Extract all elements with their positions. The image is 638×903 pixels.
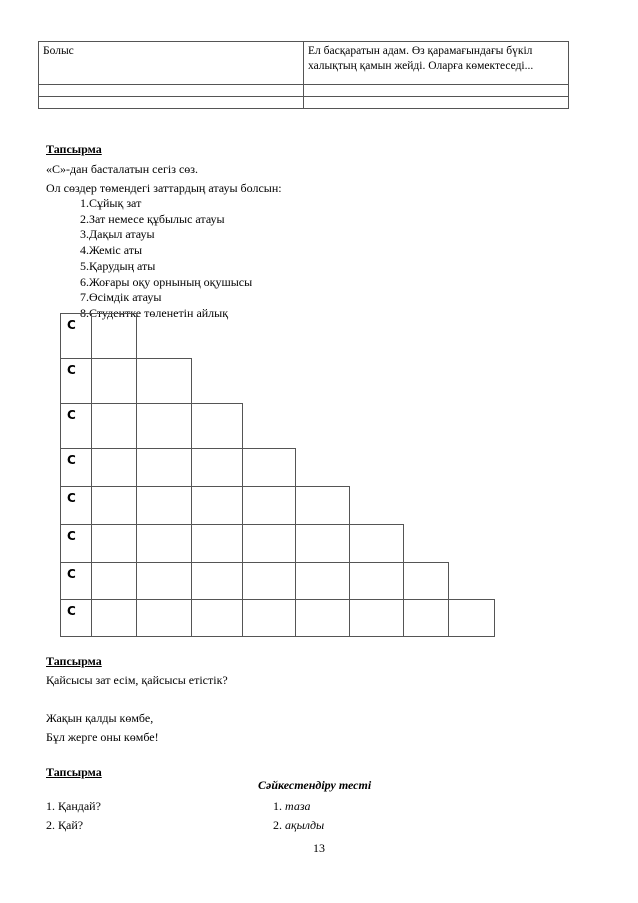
list-item: 1.Сұйық зат: [80, 196, 142, 210]
grid-cell: [242, 486, 296, 525]
task1-instruction: Ол сөздер төмендегі заттардың атауы болсын:: [46, 181, 282, 195]
poem-line-1: Жақын қалды көмбе,: [46, 711, 154, 725]
answer-word: таза: [285, 799, 311, 813]
answer-2: [273, 817, 324, 833]
grid-cell: [191, 486, 243, 525]
grid-start-cell: С: [60, 562, 92, 600]
definition-cell: Ел басқаратын адам. Өз қарамағындағы бүкіл халықтың қамын жейді. Оларға көмектеседі...: [304, 42, 569, 85]
grid-cell: [403, 599, 449, 637]
answer-number: 1.: [273, 799, 282, 813]
grid-start-cell: С: [60, 448, 92, 487]
grid-cell: [242, 599, 296, 637]
list-item: 5.Қарудың аты: [80, 258, 156, 273]
grid-start-cell: С: [60, 403, 92, 449]
grid-cell: [448, 599, 495, 637]
grid-cell: [91, 403, 137, 449]
grid-start-cell: С: [60, 358, 92, 404]
grid-cell: [295, 562, 350, 600]
matching-test-title: Сәйкестендіру тесті: [258, 778, 372, 792]
question-1: 1. Қандай?: [46, 799, 101, 813]
task3-heading: Тапсырма: [46, 765, 102, 779]
list-item: 6.Жоғары оқу орнының оқушысы: [80, 274, 253, 289]
list-item: 3.Дақыл атауы: [80, 227, 155, 242]
grid-start-cell: С: [60, 599, 92, 637]
task1-intro: «С»-дан басталатын сегіз сөз.: [46, 162, 199, 176]
grid-cell: [191, 403, 243, 449]
task2-heading: Тапсырма: [46, 654, 102, 668]
grid-cell: [91, 358, 137, 404]
list-item: 4.Жеміс аты: [80, 243, 143, 258]
grid-start-cell: С: [60, 313, 92, 359]
grid-start-cell: С: [60, 524, 92, 563]
grid-cell: [191, 599, 243, 637]
grid-cell: [91, 486, 137, 525]
grid-cell: [191, 448, 243, 487]
grid-cell: [136, 599, 192, 637]
grid-cell: [349, 524, 404, 563]
grid-cell: [349, 599, 404, 637]
grid-cell: [295, 524, 350, 563]
grid-cell: [91, 448, 137, 487]
grid-cell: [136, 486, 192, 525]
grid-cell: [191, 562, 243, 600]
grid-cell: [242, 524, 296, 563]
answer-1: [273, 798, 311, 814]
page-number: 13: [313, 841, 325, 855]
grid-cell: [136, 403, 192, 449]
question-2: 2. Қай?: [46, 818, 84, 832]
list-item: 8.Студентке төленетін айлық: [80, 305, 229, 320]
grid-cell: [91, 313, 137, 359]
list-item: 2.Зат немесе құбылыс атауы: [80, 211, 225, 226]
grid-cell: [136, 562, 192, 600]
grid-cell: [242, 448, 296, 487]
grid-cell: [295, 599, 350, 637]
task1-heading: Тапсырма: [46, 142, 102, 156]
list-item: 7.Өсімдік атауы: [80, 290, 162, 305]
grid-cell: [191, 524, 243, 563]
grid-cell: [349, 562, 404, 600]
grid-cell: [295, 486, 350, 525]
poem-line-2: Бұл жерге оны көмбе!: [46, 730, 159, 744]
grid-cell: [136, 358, 192, 404]
grid-cell: [242, 562, 296, 600]
grid-cell: [136, 448, 192, 487]
grid-start-cell: С: [60, 486, 92, 525]
answer-word: ақылды: [285, 818, 325, 832]
grid-cell: [91, 562, 137, 600]
grid-cell: [136, 524, 192, 563]
task2-question: Қайсысы зат есім, қайсысы етістік?: [46, 673, 228, 687]
word-cell: Болыс: [39, 42, 304, 85]
grid-cell: [403, 562, 449, 600]
grid-cell: [91, 599, 137, 637]
grid-cell: [91, 524, 137, 563]
answer-number: 2.: [273, 818, 282, 832]
